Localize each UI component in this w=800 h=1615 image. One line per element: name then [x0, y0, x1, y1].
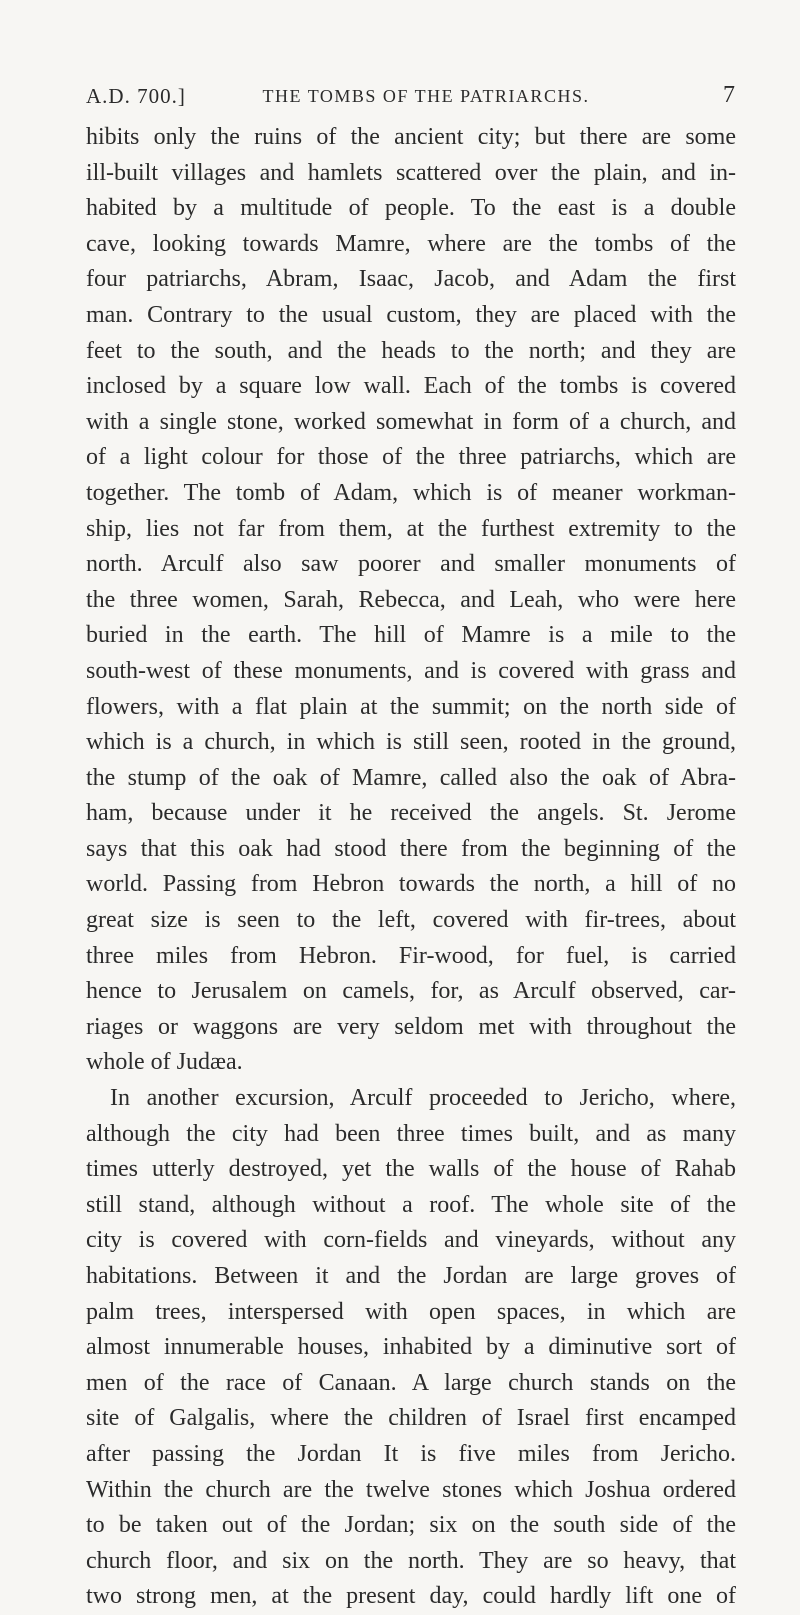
running-head	[86, 84, 736, 114]
text-line: habited by a multitude of people. To the east is a double	[86, 195, 736, 222]
text-line: although the city had been three times built, and as many	[86, 1120, 736, 1147]
text-line: whole of Judæa.	[86, 1049, 243, 1076]
text-line: hibits only the ruins of the ancient city; but there are some	[86, 124, 736, 150]
text-line: to be taken out of the Jordan; six on the south side of the	[86, 1512, 736, 1539]
text-line: north. Arculf also saw poorer and smaller monuments of	[86, 551, 736, 578]
text-line: city is covered with corn-fields and vineyards, without any	[86, 1227, 736, 1254]
text-line: habitations. Between it and the Jordan are large groves of	[86, 1263, 736, 1289]
text-line: almost innumerable houses, inhabited by a diminutive sort of	[86, 1334, 736, 1361]
text-line: inclosed by a square low wall. Each of the tombs is covered	[86, 373, 736, 400]
text-line: hence to Jerusalem on camels, for, as Arculf observed, car-	[86, 978, 736, 1005]
text-line: ill-built villages and hamlets scattered over the plain, and in-	[86, 159, 736, 186]
text-line: site of Galgalis, where the children of Israel first encamped	[86, 1405, 736, 1432]
text-line: four patriarchs, Abram, Isaac, Jacob, and Adam the first	[86, 266, 736, 293]
text-line: south-west of these monuments, and is covered with grass and	[86, 657, 736, 684]
text-line: the three women, Sarah, Rebecca, and Leah, who were here	[86, 586, 736, 613]
page-number: 7	[723, 82, 736, 108]
text-line: the stump of the oak of Mamre, called also the oak of Abra-	[86, 764, 736, 791]
text-line: buried in the earth. The hill of Mamre is a mile to the	[86, 622, 736, 649]
text-line: riages or waggons are very seldom met with throughout the	[86, 1013, 736, 1040]
text-line: of a light colour for those of the three patriarchs, which are	[86, 444, 736, 471]
text-line: church floor, and six on the north. They are so heavy, that	[86, 1547, 736, 1574]
text-line: Within the church are the twelve stones which Joshua ordered	[86, 1476, 736, 1503]
text-line: In another excursion, Arculf proceeded to Jericho, where,	[110, 1085, 736, 1112]
text-line: two strong men, at the present day, could hardly lift one of	[86, 1583, 736, 1610]
text-line: which is a church, in which is still seen, rooted in the ground,	[86, 729, 736, 756]
text-line: world. Passing from Hebron towards the north, a hill of no	[86, 871, 736, 898]
text-line: great size is seen to the left, covered with fir-trees, about	[86, 907, 736, 934]
body-text	[86, 120, 736, 1615]
text-line: men of the race of Canaan. A large church stands on the	[86, 1369, 736, 1396]
text-line: ship, lies not far from them, at the furthest extremity to the	[86, 515, 736, 542]
text-line: three miles from Hebron. Fir-wood, for fuel, is carried	[86, 942, 736, 969]
header-title: THE TOMBS OF THE PATRIARCHS.	[262, 86, 590, 106]
text-line: after passing the Jordan It is five miles from Jericho.	[86, 1440, 736, 1467]
text-line: flowers, with a flat plain at the summit; on the north side of	[86, 693, 736, 720]
text-line: man. Contrary to the usual custom, they are placed with the	[86, 301, 736, 328]
text-line: ham, because under it he received the angels. St. Jerome	[86, 800, 736, 827]
text-line: together. The tomb of Adam, which is of meaner workman-	[86, 479, 736, 506]
text-line: palm trees, interspersed with open spaces, in which are	[86, 1298, 736, 1325]
text-line: cave, looking towards Mamre, where are the tombs of the	[86, 230, 736, 257]
text-line: feet to the south, and the heads to the north; and they are	[86, 337, 736, 364]
header-date: A.D. 700.]	[86, 84, 186, 108]
text-line: with a single stone, worked somewhat in form of a church, and	[86, 408, 736, 435]
text-line: says that this oak had stood there from the beginning of the	[86, 835, 736, 862]
text-line: still stand, although without a roof. The whole site of the	[86, 1191, 736, 1218]
text-line: times utterly destroyed, yet the walls of the house of Rahab	[86, 1156, 736, 1183]
